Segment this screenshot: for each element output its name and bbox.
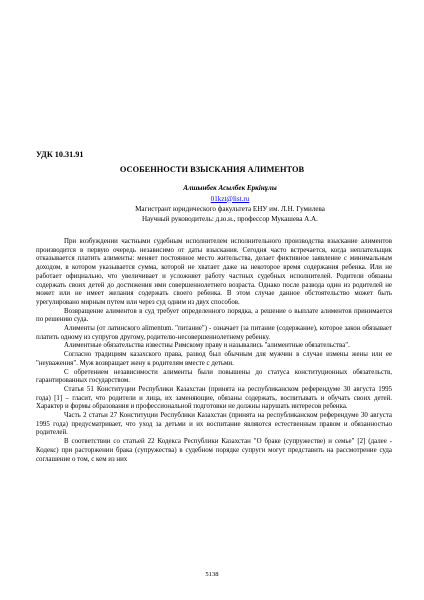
scientific-supervisor: Научный руководитель: д.ю.н., профессор Мукашева А.А.	[142, 214, 318, 223]
paragraph: С обретением независимости алименты были повышены до статуса конституционных обязательств, гарантированных государством.	[36, 368, 392, 385]
paragraph: Согласно традициям казахского права, развод был обычным для мужчин в случае измены жены или ее "неуважения". Муж возвращает жену к родителям вместе с детьми.	[36, 351, 392, 367]
paragraph: Алиментные обязательства известны Римскому праву и назывались "алиментные обязательства".	[64, 342, 350, 350]
author-affiliation: Магистрант юридического факультета ЕНУ им. Л.Н. Гумилева	[135, 204, 325, 213]
author-name: Алшынбек Асылбек Еркінұлы	[183, 184, 277, 192]
article-body	[36, 238, 392, 464]
paragraph: Часть 2 статьи 27 Конституции Республики Казахстан (принята на республиканском референдуме 30 августа 1995 года) предусматривает, что уход за детьми и их воспитание являются естественным правом и обязанностью родителей.	[36, 412, 392, 437]
paragraph: Возвращение алиментов в суд требует определенного порядка, а решение о выплате алиментов принимается по решению суда.	[36, 307, 392, 324]
author-email-link[interactable]: 01kzt@list.ru	[210, 194, 250, 203]
paragraph: В соответствии со статьей 22 Кодекса Республики Казахстан "О браке (супружестве) и семье" [2] (далее - Кодекс) при расторжении брака (супружества) в судебном порядке супруги могут представить на рассмотрение суда соглашение о том, с кем из них	[36, 438, 392, 463]
udk-code: УДК 10.31.91	[36, 150, 84, 159]
paragraph: При возбуждении частными судебным исполнителем исполнительного производства взыскание алиментов производится в первую очередь независимо от даты взыскания. Сегодня часто встречается, когда неплательщик отказывается платить алименты: меняет постоянное место жительства, делает фиктивное заявление с минимальным доходом, в котором указывается сумма, которой не хватает даже на некоторое время содержания ребенка. Или не работает официально, что увеличивает и усложняет работу частных судебных исполнителей. Родители обязаны содержать своих детей до достижения ими совершеннолетнего возраста. Однако после развода один из родителей не может или не имеет желания содержать своего ребенка. В этом случае данное обстоятельство может быть урегулировано мирным путем или через суд одним из двух способов.	[36, 238, 392, 306]
article-title: ОСОБЕННОСТИ ВЗЫСКАНИЯ АЛИМЕНТОВ	[119, 165, 305, 174]
page-number: 5138	[205, 571, 219, 578]
paragraph: Статья 51 Конституции Республики Казахстан (принята на республиканском референдуме 30 августа 1995 года) [1] – гласит, что родители и лица, их заменяющие, обязаны содержать, воспитывать и обучать своих детей. Характер и формы образования и профессиональной подготовки не должны нарушать интересов ребенка.	[36, 385, 392, 411]
paragraph: Алименты (от латинского alimentum. "питание") - означает (за питание (содержание), которое закон обязывает платить одному из супругов другому, родителю-несовершеннолетнему ребенку.	[36, 325, 392, 341]
